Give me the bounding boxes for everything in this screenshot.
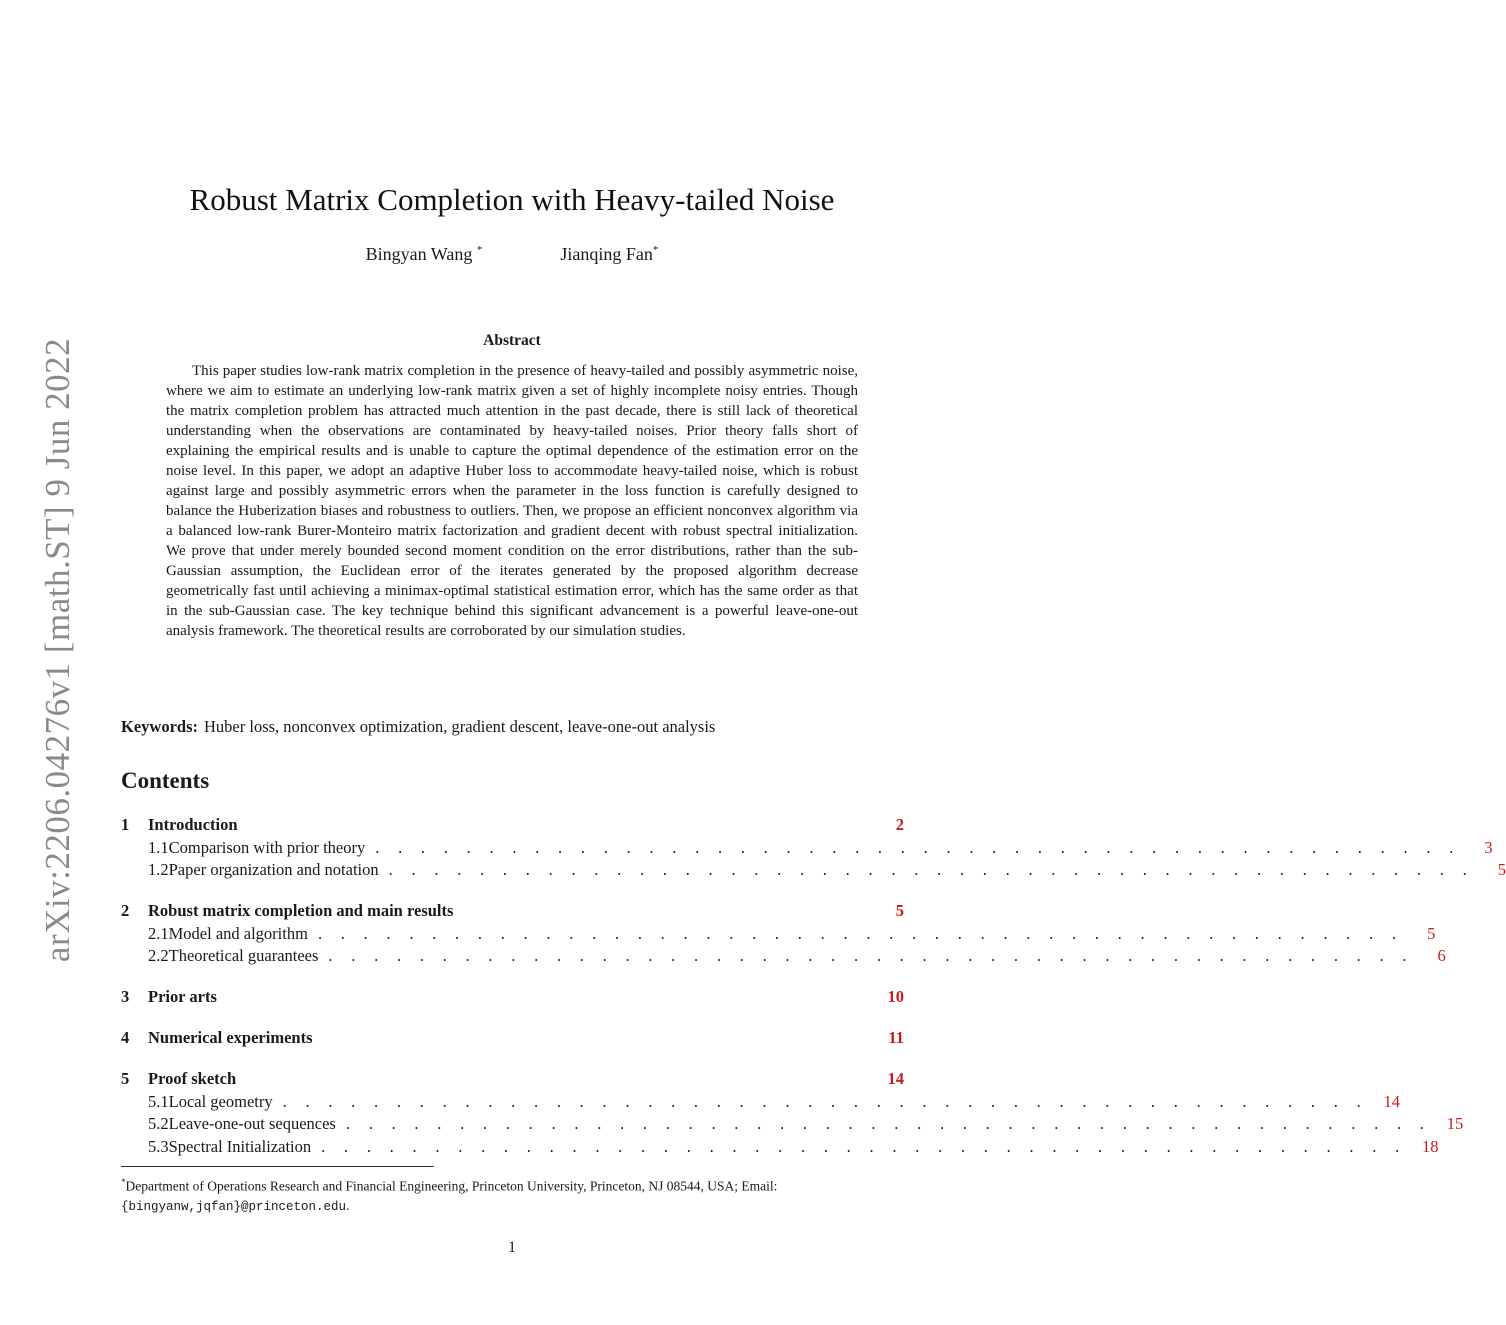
toc-title: Robust matrix completion and main results (148, 901, 454, 920)
toc-number: 1 (121, 815, 130, 834)
toc-entry[interactable] (121, 1092, 1400, 1114)
toc-entry[interactable] (121, 1069, 904, 1091)
footnote (121, 1173, 906, 1217)
toc-entry[interactable] (121, 1028, 904, 1050)
toc-page-link[interactable]: 14 (1383, 1092, 1400, 1111)
abstract-body: This paper studies low-rank matrix completion in the presence of heavy-tailed and possibly asymmetric noise, where we aim to estimate an underlying low-rank matrix given a set of highly incomplete noisy entries. Though the matrix completion problem has attracted much attention in the past decade, there is still lack of theoretical understanding when the observations are contaminated by heavy-tailed noises. Prior theory falls short of explaining the empirical results and is unable to capture the optimal dependence of the estimation error on the noise level. In this paper, we adopt an adaptive Huber loss to accommodate heavy-tailed noise, which is robust against large and possibly asymmetric errors when the parameter in the loss function is carefully designed to balance the Huberization biases and robustness to outliers. Then, we propose an efficient nonconvex algorithm via a balanced low-rank Burer-Monteiro matrix factorization and gradient decent with robust spectral initialization. We prove that under merely bounded second moment condition on the error distributions, rather than the sub-Gaussian assumption, the Euclidean error of the iterates generated by the proposed algorithm decrease geometrically fast until achieving a minimax-optimal statistical estimation error, which has the same order as that in the sub-Gaussian case. The key technique behind this significant advancement is a powerful leave-one-out analysis framework. The theoretical results are corroborated by our simulation studies. (166, 363, 858, 639)
toc-number: 5 (121, 1069, 130, 1088)
toc-number: 2 (121, 901, 130, 920)
toc-page-link[interactable]: 11 (888, 1028, 904, 1047)
author-name: Jianqing Fan (560, 244, 653, 264)
toc-page-link[interactable]: 14 (887, 1069, 904, 1088)
paper-title: Robust Matrix Completion with Heavy-tailed Noise (189, 182, 835, 217)
toc-leader-dots: . . . . . . . . . . . . . . . . . . . . . . . . . . . . . . . . . . . . . . . . . . . . . . . . (345, 1114, 1432, 1133)
author (560, 244, 658, 265)
toc-page-link[interactable]: 3 (1484, 838, 1493, 857)
toc-title: Local geometry (168, 1092, 273, 1111)
footnote-end: . (346, 1197, 350, 1213)
arxiv-identifier-stamp[interactable]: arXiv:2206.04276v1 [math.ST] 9 Jun 2022 (38, 337, 77, 963)
toc-entry[interactable] (121, 946, 1446, 968)
toc-page-link[interactable]: 15 (1446, 1114, 1464, 1133)
toc-number: 5.2 (148, 1114, 169, 1133)
toc-number: 5.3 (148, 1137, 169, 1156)
toc-title: Introduction (148, 815, 238, 834)
footnote-affiliation: Department of Operations Research and Financial Engineering, Princeton University, Princeton, NJ 08544, USA; Email: (125, 1178, 778, 1194)
toc-leader-dots: . . . . . . . . . . . . . . . . . . . . . . . . . . . . . . . . . . . . . . . . . . . . . . . . (375, 838, 1461, 857)
toc-leader-dots: . . . . . . . . . . . . . . . . . . . . . . . . . . . . . . . . . . . . . . . . . . . . . . . . (328, 946, 1414, 965)
toc-entry[interactable] (121, 901, 904, 923)
toc-entry[interactable] (121, 815, 904, 837)
toc-page-link[interactable]: 5 (1497, 860, 1506, 879)
author-footnote-mark[interactable]: * (476, 244, 483, 256)
toc-title: Theoretical guarantees (168, 946, 319, 965)
toc-title: Paper organization and notation (168, 860, 379, 879)
toc-number: 1.1 (148, 838, 169, 857)
toc-page-link[interactable]: 5 (895, 901, 904, 920)
footnote-email: {bingyanw,jqfan}@princeton.edu (121, 1199, 347, 1214)
author-footnote-mark[interactable]: * (652, 244, 659, 256)
toc-number: 5.1 (148, 1092, 169, 1111)
toc-leader-dots: . . . . . . . . . . . . . . . . . . . . . . . . . . . . . . . . . . . . . . . . . . . . . . . . (388, 860, 1475, 879)
toc-number: 4 (121, 1028, 130, 1047)
toc-title: Numerical experiments (148, 1028, 313, 1047)
toc-page-link[interactable]: 5 (1427, 924, 1436, 943)
toc-title: Prior arts (148, 987, 217, 1006)
abstract-heading: Abstract (483, 332, 541, 349)
toc-page-link[interactable]: 6 (1437, 946, 1446, 965)
toc-title: Leave-one-out sequences (168, 1114, 336, 1133)
toc-entry[interactable] (121, 987, 904, 1009)
toc-title: Model and algorithm (168, 924, 308, 943)
toc-entry[interactable] (121, 924, 1436, 946)
toc-title: Proof sketch (148, 1069, 237, 1088)
toc-number: 2.1 (148, 924, 169, 943)
keywords-line (121, 717, 715, 737)
footnote-mark: * (121, 1177, 126, 1187)
toc-number: 2.2 (148, 946, 169, 965)
toc-page-link[interactable]: 2 (895, 815, 904, 834)
keywords-label: Keywords: (121, 717, 198, 736)
keywords-text: Huber loss, nonconvex optimization, gradient descent, leave-one-out analysis (204, 717, 716, 736)
toc-entry[interactable] (121, 860, 1506, 882)
toc-entry[interactable] (121, 838, 1493, 860)
toc-title: Comparison with prior theory (168, 838, 366, 857)
author-name: Bingyan Wang (365, 244, 473, 264)
toc-number: 1.2 (148, 860, 169, 879)
toc-leader-dots: . . . . . . . . . . . . . . . . . . . . . . . . . . . . . . . . . . . . . . . . . . . . . . . . (317, 924, 1404, 943)
contents-heading: Contents (121, 768, 210, 793)
author (366, 244, 483, 265)
toc-page-link[interactable]: 10 (887, 987, 904, 1006)
toc-entry[interactable] (121, 1137, 1439, 1159)
toc-number: 3 (121, 987, 130, 1006)
page-number: 1 (508, 1239, 516, 1256)
footnote-divider (121, 1166, 434, 1167)
toc-entry[interactable] (121, 1114, 1464, 1136)
toc-title: Spectral Initialization (168, 1137, 312, 1156)
toc-leader-dots: . . . . . . . . . . . . . . . . . . . . . . . . . . . . . . . . . . . . . . . . . . . . . . . . (321, 1137, 1407, 1156)
author-list (0, 244, 1024, 265)
toc-leader-dots: . . . . . . . . . . . . . . . . . . . . . . . . . . . . . . . . . . . . . . . . . . . . . . . . (282, 1092, 1368, 1111)
toc-page-link[interactable]: 18 (1422, 1137, 1439, 1156)
